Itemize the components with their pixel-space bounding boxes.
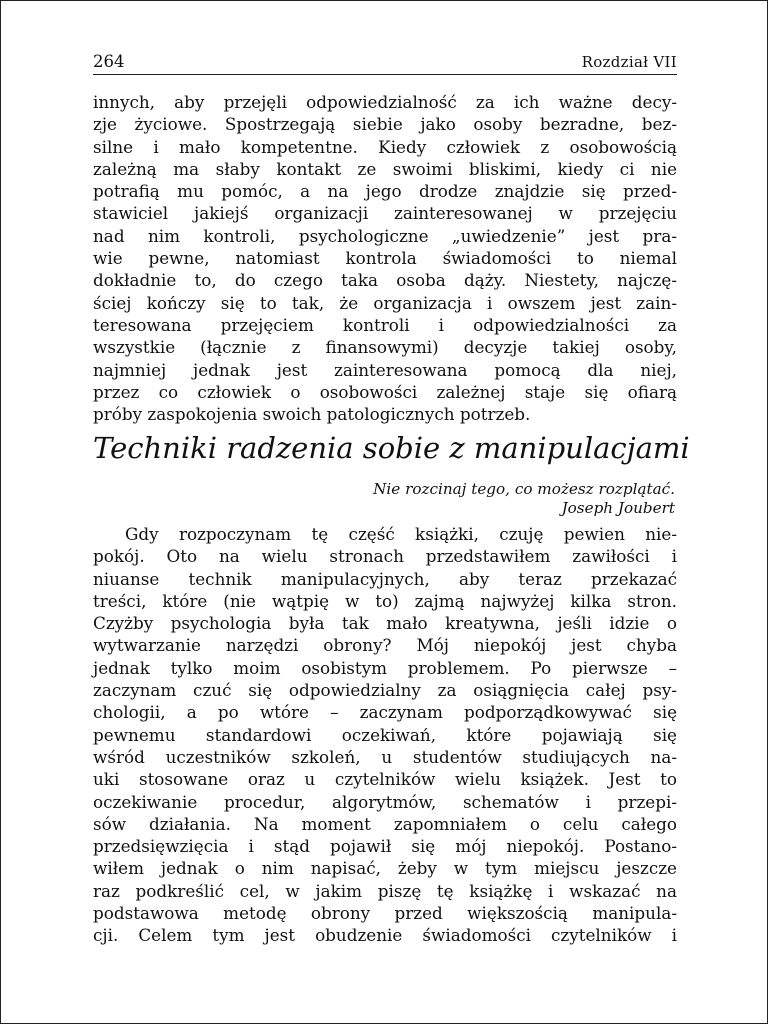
paragraph-continued xyxy=(93,91,677,425)
text-line: nad nim kontroli, psychologiczne „uwiedzenie” jest pra- xyxy=(93,225,677,246)
text-line: treści, które (nie wątpię w to) zajmą najwyżej kilka stron. xyxy=(93,590,677,611)
epigraph-author: Joseph Joubert xyxy=(561,498,675,517)
text-line: Gdy rozpoczynam tę część książki, czuję pewien nie- xyxy=(125,524,677,544)
text-line: zaczynam czuć się odpowiedzialny za osiągnięcia całej psy- xyxy=(93,680,677,701)
text-line: przez co człowiek o osobowości zależnej staje się ofiarą xyxy=(93,381,677,402)
text-line: wśród uczestników szkoleń, u studentów studiujących na- xyxy=(93,746,677,767)
text-line: potrafią mu pomóc, a na jego drodze znajdzie się przed- xyxy=(93,181,677,202)
text-line: oczekiwanie procedur, algorytmów, schematów i przepi- xyxy=(93,791,677,812)
text-line: cji. Celem tym jest obudzenie świadomości czytelników i xyxy=(93,925,677,946)
running-head: Rozdział VII xyxy=(581,53,677,71)
text-line: uki stosowane oraz u czytelników wielu książek. Jest to xyxy=(93,769,677,790)
text-line: najmniej jednak jest zainteresowana pomocą dla niej, xyxy=(93,359,677,380)
text-line: innych, aby przejęli odpowiedzialność za ich ważne decy- xyxy=(93,92,677,112)
text-line: chologii, a po wtóre – zaczynam podporządkowywać się xyxy=(93,702,677,723)
text-line: próby zaspokojenia swoich patologicznych potrzeb. xyxy=(93,404,531,425)
text-line: raz podkreślić cel, w jakim piszę tę książkę i wskazać na xyxy=(93,880,677,901)
text-line: niuanse technik manipulacyjnych, aby teraz przekazać xyxy=(93,568,677,589)
text-line: wie pewne, natomiast kontrola świadomości to niemal xyxy=(93,248,677,269)
text-line: dokładnie to, do czego taka osoba dąży. Niestety, najczę- xyxy=(93,270,677,291)
page-number: 264 xyxy=(93,52,125,71)
text-line: wytwarzanie narzędzi obrony? Mój niepokój jest chyba xyxy=(93,635,677,656)
section-title: Techniki radzenia sobie z manipulacjami xyxy=(93,431,690,465)
text-line: zje życiowe. Spostrzegają siebie jako osoby bezradne, bez- xyxy=(93,114,677,135)
text-line: wiłem jednak o nim napisać, żeby w tym miejscu jeszcze xyxy=(93,858,677,879)
text-line: podstawowa metodę obrony przed większością manipula- xyxy=(93,903,677,924)
text-line: teresowana przejęciem kontroli i odpowiedzialności za xyxy=(93,314,677,335)
epigraph-quote: Nie rozcinaj tego, co możesz rozplątać. xyxy=(373,480,675,498)
text-line: zależną ma słaby kontakt ze swoimi bliskimi, kiedy ci nie xyxy=(93,158,677,179)
text-line: pewnemu standardowi oczekiwań, które pojawiają się xyxy=(93,724,677,745)
text-line: stawiciel jakiejś organizacji zainteresowanej w przejęciu xyxy=(93,203,677,224)
text-line: przedsięwzięcia i stąd pojawił się mój niepokój. Postano- xyxy=(93,836,677,857)
page-header xyxy=(93,52,677,75)
epigraph xyxy=(373,480,675,517)
text-line: wszystkie (łącznie z finansowymi) decyzje takiej osoby, xyxy=(93,337,677,358)
paragraph-body xyxy=(93,523,677,947)
text-line: Czyżby psychologia była tak mało kreatywna, jeśli idzie o xyxy=(93,613,677,634)
text-line: jednak tylko moim osobistym problemem. Po pierwsze – xyxy=(93,657,677,678)
text-line: ściej kończy się to tak, że organizacja i owszem jest zain- xyxy=(93,292,677,313)
text-line: sów działania. Na moment zapomniałem o celu całego xyxy=(93,813,677,834)
text-line: silne i mało kompetentne. Kiedy człowiek z osobowością xyxy=(93,136,677,157)
text-line: pokój. Oto na wielu stronach przedstawiłem zawiłości i xyxy=(93,546,677,567)
